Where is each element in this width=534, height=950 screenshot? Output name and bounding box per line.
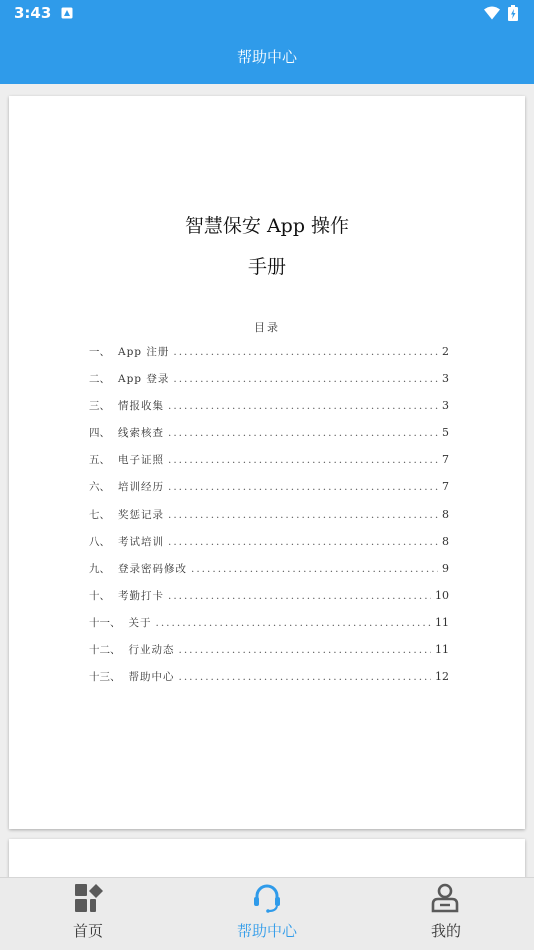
toc-item-page: 8 xyxy=(442,534,449,548)
toc-item-number: 六、 xyxy=(89,481,110,494)
toc-item-number: 十二、 xyxy=(89,644,121,657)
document-page-next[interactable] xyxy=(9,839,525,879)
toc-item-number: 一、 xyxy=(89,346,110,358)
toc-item xyxy=(89,507,449,534)
toc-item-label: App 登录 xyxy=(118,373,170,386)
toc-item-number: 十、 xyxy=(89,589,110,602)
toc-item xyxy=(89,561,449,588)
app-bar xyxy=(0,0,534,84)
toc-item xyxy=(89,398,449,425)
toc-leader-dots xyxy=(168,427,438,439)
page-title: 帮助中心 xyxy=(236,48,297,66)
toc-item-number: 七、 xyxy=(89,508,110,521)
toc-item-page: 3 xyxy=(442,399,449,413)
toc-item xyxy=(89,642,449,669)
toc-leader-dots xyxy=(168,536,438,548)
nav-item-mine[interactable] xyxy=(356,878,534,950)
toc-item-number: 二、 xyxy=(89,373,110,386)
bottom-navigation xyxy=(0,877,534,950)
toc-item xyxy=(89,452,449,479)
nav-item-home[interactable] xyxy=(0,878,178,950)
home-grid-icon xyxy=(74,883,104,913)
nav-label-help-center: 帮助中心 xyxy=(236,922,297,940)
toc-leader-dots xyxy=(173,346,438,358)
toc-item-label: 关于 xyxy=(128,616,152,629)
toc-item xyxy=(89,669,449,696)
toc-item-label: 考试培训 xyxy=(118,535,164,548)
toc-item-page: 10 xyxy=(435,588,449,602)
toc-item-page: 7 xyxy=(442,453,449,467)
toc-item-page: 5 xyxy=(442,426,449,440)
toc-item-label: 帮助中心 xyxy=(128,671,175,684)
document-title-line2: 手册 xyxy=(247,256,286,278)
person-icon xyxy=(430,883,460,913)
toc-item xyxy=(89,371,449,398)
toc-item xyxy=(89,588,449,615)
status-bar xyxy=(0,0,534,28)
toc-item xyxy=(89,425,449,452)
toc-leader-dots xyxy=(156,617,432,629)
toc-item-label: App 注册 xyxy=(118,346,170,358)
toc-item xyxy=(89,534,449,561)
toc-leader-dots xyxy=(168,509,438,521)
toc-item-page: 8 xyxy=(442,507,449,521)
document-page[interactable] xyxy=(9,96,525,829)
toc-item-page: 7 xyxy=(442,480,449,494)
toc-leader-dots xyxy=(168,590,431,602)
toc-leader-dots xyxy=(168,481,438,493)
toc-item-number: 八、 xyxy=(89,535,110,548)
toc-item-page: 2 xyxy=(442,345,449,358)
toc-heading: 目录 xyxy=(254,321,280,334)
nav-item-help-center[interactable] xyxy=(178,878,356,950)
toc-item-label: 登录密码修改 xyxy=(118,562,187,575)
toc-leader-dots xyxy=(168,454,438,466)
nav-label-mine: 我的 xyxy=(430,922,461,940)
nav-label-home: 首页 xyxy=(72,922,103,940)
toc-item-page: 11 xyxy=(435,643,449,657)
toc-item-label: 行业动态 xyxy=(128,644,175,657)
toc-item xyxy=(89,479,449,506)
toc-item-label: 培训经历 xyxy=(118,481,164,494)
toc-item-number: 九、 xyxy=(89,562,110,575)
status-time: 3:43 xyxy=(14,4,52,22)
toc-item-number: 三、 xyxy=(89,400,110,413)
toc-leader-dots xyxy=(173,373,438,385)
toc-item-page: 9 xyxy=(442,561,449,575)
wifi-icon xyxy=(484,6,500,20)
toc-leader-dots xyxy=(179,644,432,656)
notification-icon xyxy=(61,7,73,19)
toc-item-page: 3 xyxy=(442,372,449,386)
toc-leader-dots xyxy=(168,400,438,412)
toc-item-label: 电子证照 xyxy=(118,454,164,467)
toc-item xyxy=(89,344,449,371)
toc-leader-dots xyxy=(191,563,438,575)
toc-item xyxy=(89,615,449,642)
battery-icon xyxy=(508,5,518,21)
toc-item-number: 十一、 xyxy=(89,616,121,629)
toc-item-number: 四、 xyxy=(89,427,110,440)
toc-item-label: 奖惩记录 xyxy=(118,508,164,521)
toc-item-page: 12 xyxy=(435,670,449,684)
toc-item-label: 考勤打卡 xyxy=(118,589,164,602)
toc-leader-dots xyxy=(179,671,432,683)
document-title: 智慧保安 App 操作 xyxy=(184,215,350,237)
toc-item-label: 情报收集 xyxy=(118,400,164,413)
toc-item-label: 线索核查 xyxy=(118,427,164,440)
toc-item-number: 五、 xyxy=(89,454,110,467)
toc-item-page: 11 xyxy=(435,615,449,629)
table-of-contents xyxy=(89,344,449,696)
headset-icon xyxy=(252,883,282,913)
toc-item-number: 十三、 xyxy=(89,671,121,684)
